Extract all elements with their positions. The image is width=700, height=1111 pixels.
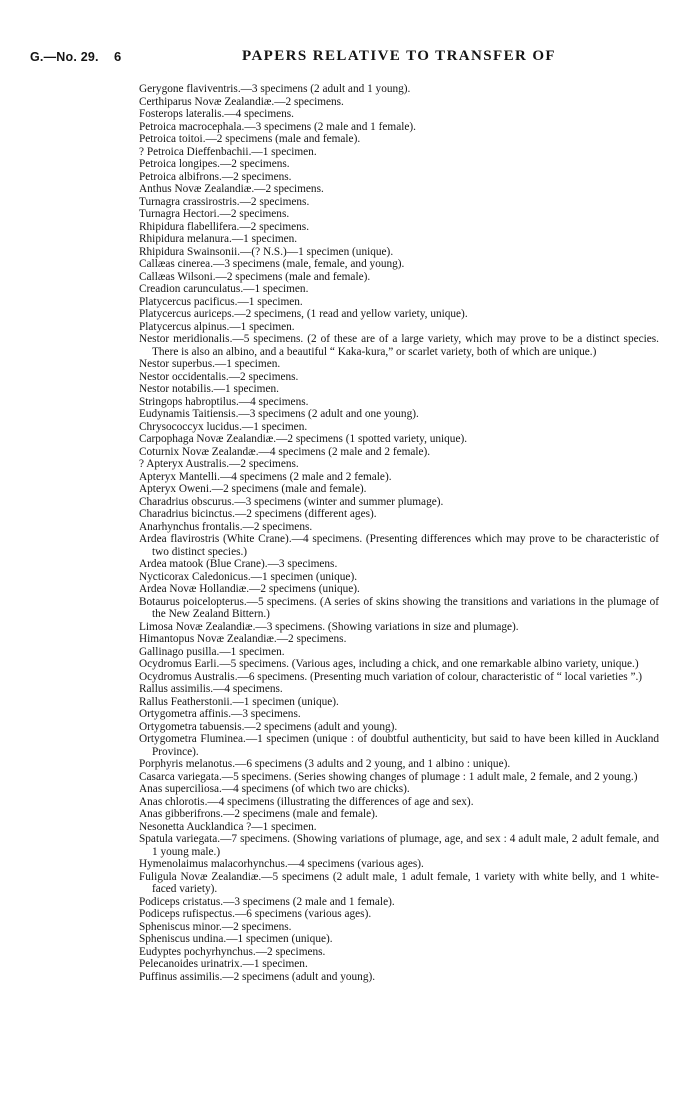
specimen-entry: Chrysococcyx lucidus.—1 specimen.	[139, 420, 308, 433]
specimen-entry: Nestor superbus.—1 specimen.	[139, 358, 281, 370]
specimen-entry: Eudynamis Taitiensis.—3 specimens (2 adult and one young).	[139, 408, 419, 420]
specimen-entry: Charadrius bicinctus.—2 specimens (different ages).	[139, 508, 377, 520]
specimen-entry: Ocydromus Australis.—6 specimens. (Presenting much variation of colour, characteristic of “ local varieties ”.)	[139, 670, 643, 683]
specimen-entry: Hymenolaimus malacorhynchus.—4 specimens (various ages).	[139, 858, 424, 870]
specimen-entry: Petroica longipes.—2 specimens.	[139, 158, 290, 170]
specimen-entry: Stringops habroptilus.—4 specimens.	[139, 395, 309, 408]
specimen-entry: ? Petroica Dieffenbachii.—1 specimen.	[139, 145, 317, 158]
specimen-entry: Nestor meridionalis.—5 specimens. (2 of these are of a large variety, which may prove to be a distinct species. There is also an albino, and a beautiful “ Kaka-kura,” or scarlet variety, both of which are unique.)	[139, 333, 659, 358]
specimen-entry: Petroica albifrons.—2 specimens.	[139, 170, 292, 183]
specimen-entry: ? Apteryx Australis.—2 specimens.	[139, 458, 299, 470]
specimen-entry: Anas superciliosa.—4 specimens (of which two are chicks).	[139, 783, 410, 795]
specimen-entry: Fosterops lateralis.—4 specimens.	[139, 108, 294, 120]
specimen-entry: Ardea Novæ Hollandiæ.—2 specimens (unique).	[139, 583, 360, 595]
specimen-entry: Certhiparus Novæ Zealandiæ.—2 specimens.	[139, 95, 344, 108]
specimen-entry: Petroica toitoi.—2 specimens (male and female).	[139, 133, 361, 145]
specimen-entry: Spatula variegata.—7 specimens. (Showing variations of plumage, age, and sex : 4 adult male, 2 adult female, and 1 young male.)	[139, 833, 659, 858]
page-header	[10, 50, 690, 70]
specimen-entry: Fuligula Novæ Zealandiæ.—5 specimens (2 adult male, 1 adult female, 1 variety with white belly, and 1 white-faced variety).	[139, 870, 659, 895]
specimen-entry: Himantopus Novæ Zealandiæ.—2 specimens.	[139, 633, 347, 645]
specimen-entry: Callæas Wilsoni.—2 specimens (male and female).	[139, 270, 371, 283]
specimen-entry: Ortygometra tabuensis.—2 specimens (adult and young).	[139, 720, 398, 733]
specimen-entry: Porphyris melanotus.—6 specimens (3 adults and 2 young, and 1 albino : unique).	[139, 758, 511, 770]
page-number: 6	[114, 49, 122, 64]
specimen-entry: Botaurus poicelopterus.—5 specimens. (A series of skins showing the transitions and variations in the plumage of the New Zealand Bittern.)	[139, 595, 659, 620]
specimen-entry: Puffinus assimilis.—2 specimens (adult and young).	[139, 970, 376, 983]
specimen-entry: Spheniscus undina.—1 specimen (unique).	[139, 933, 333, 945]
specimen-entry: Turnagra crassirostris.—2 specimens.	[139, 195, 310, 208]
specimen-entry: Callæas cinerea.—3 specimens (male, female, and young).	[139, 258, 405, 270]
specimen-entry: Ortygometra Fluminea.—1 specimen (unique : of doubtful authenticity, but said to have been killed in Auckland Province).	[139, 733, 659, 758]
specimen-entry: Rhipidura flabellifera.—2 specimens.	[139, 220, 310, 233]
specimen-entry: Nesonetta Aucklandica ?—1 specimen.	[139, 820, 317, 833]
specimen-entry: Coturnix Novæ Zealandæ.—4 specimens (2 male and 2 female).	[139, 445, 431, 458]
specimen-entry: Podiceps rufispectus.—6 specimens (various ages).	[139, 908, 372, 920]
specimen-entry: Anas gibberifrons.—2 specimens (male and female).	[139, 808, 378, 820]
specimen-entry: Petroica macrocephala.—3 specimens (2 male and 1 female).	[139, 120, 416, 133]
specimen-entry: Anthus Novæ Zealandiæ.—2 specimens.	[139, 183, 324, 195]
specimen-entry: Limosa Novæ Zealandiæ.—3 specimens. (Showing variations in size and plumage).	[139, 620, 519, 633]
specimen-entry: Rhipidura melanura.—1 specimen.	[139, 233, 298, 245]
page-title: PAPERS RELATIVE TO TRANSFER OF	[242, 48, 556, 64]
specimen-entry: Gallinago pusilla.—1 specimen.	[139, 645, 285, 658]
specimen-entry: Rallus assimilis.—4 specimens.	[139, 683, 283, 695]
specimen-entry: Pelecanoides urinatrix.—1 specimen.	[139, 958, 308, 970]
specimen-entry: Nestor notabilis.—1 specimen.	[139, 383, 279, 395]
specimen-entry: Charadrius obscurus.—3 specimens (winter and summer plumage).	[139, 495, 444, 508]
specimen-entry: Rhipidura Swainsonii.—(? N.S.)—1 specimen (unique).	[139, 245, 394, 258]
specimen-entry: Eudyptes pochyrhynchus.—2 specimens.	[139, 945, 326, 958]
specimen-entry: Ocydromus Earli.—5 specimens. (Various ages, including a chick, and one remarkable albino variety, unique.)	[139, 658, 639, 670]
specimen-entry: Platycercus pacificus.—1 specimen.	[139, 295, 303, 308]
specimen-entry: Spheniscus minor.—2 specimens.	[139, 920, 292, 933]
specimen-entry: Apteryx Mantelli.—4 specimens (2 male and 2 female).	[139, 470, 392, 483]
specimen-entry: Ardea matook (Blue Crane).—3 specimens.	[139, 558, 338, 570]
specimen-entry: Turnagra Hectori.—2 specimens.	[139, 208, 290, 220]
paper-reference: G.—No. 29.	[30, 50, 99, 64]
specimen-entry: Platycercus auriceps.—2 specimens, (1 read and yellow variety, unique).	[139, 308, 468, 320]
specimen-entry: Apteryx Oweni.—2 specimens (male and female).	[139, 483, 367, 495]
specimen-entry: Creadion carunculatus.—1 specimen.	[139, 283, 309, 295]
specimen-entry: Gerygone flaviventris.—3 specimens (2 adult and 1 young).	[139, 83, 411, 95]
specimen-entry: Nestor occidentalis.—2 specimens.	[139, 370, 299, 383]
specimen-list	[139, 83, 659, 983]
specimen-entry: Casarca variegata.—5 specimens. (Series showing changes of plumage : 1 adult male, 2 female, and 2 young.)	[139, 770, 638, 783]
specimen-entry: Ardea flavirostris (White Crane).—4 specimens. (Presenting differences which may prove to be characteristic of two distinct species.)	[139, 533, 659, 558]
specimen-entry: Carpophaga Novæ Zealandiæ.—2 specimens (1 spotted variety, unique).	[139, 433, 468, 445]
specimen-entry: Ortygometra affinis.—3 specimens.	[139, 708, 301, 720]
specimen-entry: Podiceps cristatus.—3 specimens (2 male and 1 female).	[139, 895, 395, 908]
specimen-entry: Nycticorax Caledonicus.—1 specimen (unique).	[139, 570, 358, 583]
specimen-entry: Platycercus alpinus.—1 specimen.	[139, 320, 295, 333]
specimen-entry: Rallus Featherstonii.—1 specimen (unique).	[139, 695, 339, 708]
specimen-entry: Anarhynchus frontalis.—2 specimens.	[139, 520, 313, 533]
specimen-entry: Anas chlorotis.—4 specimens (illustrating the differences of age and sex).	[139, 795, 474, 808]
